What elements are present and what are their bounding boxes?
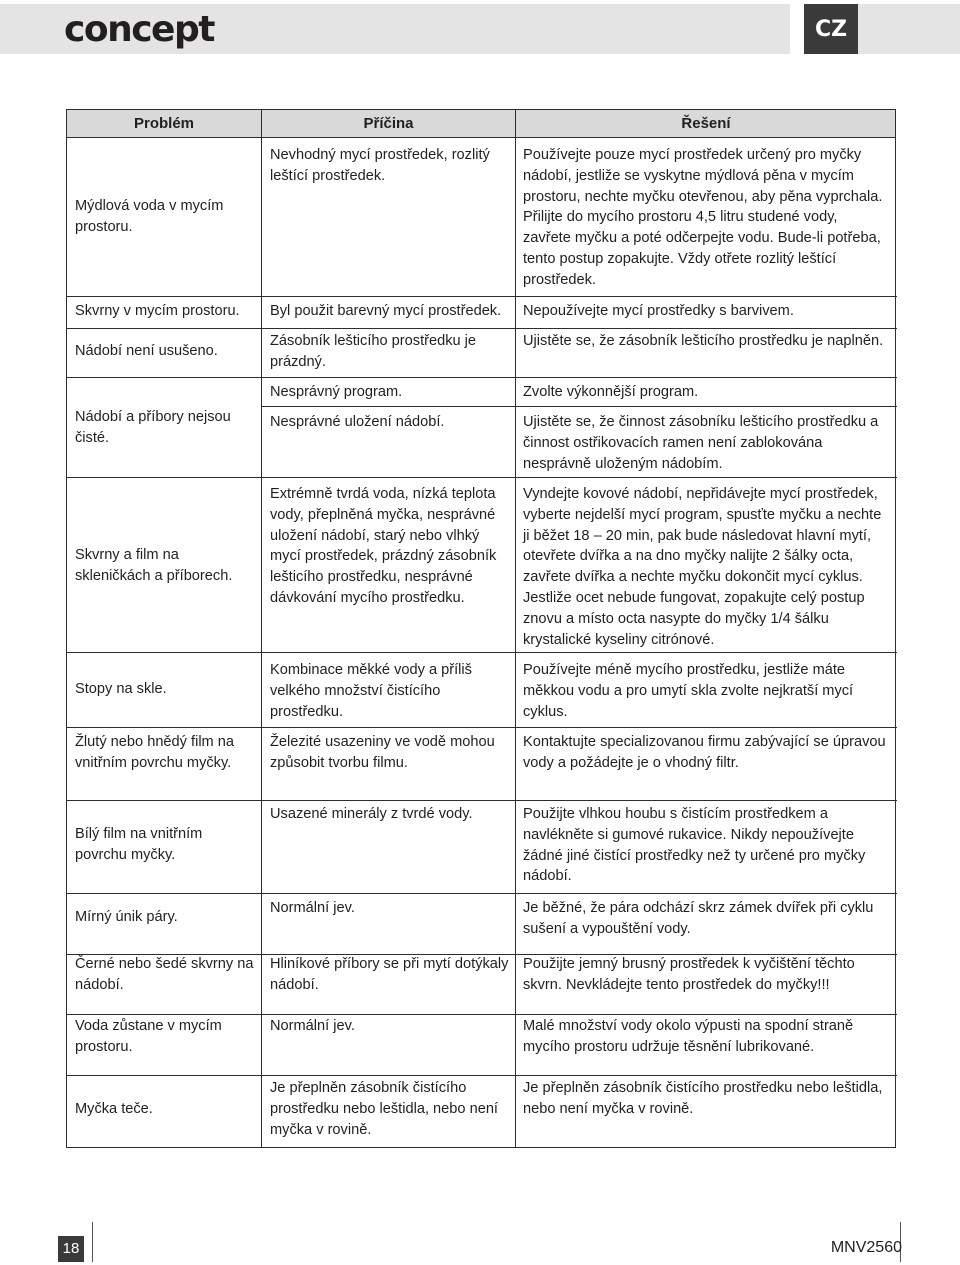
cell-solution: Vyndejte kovové nádobí, nepřidávejte mycí prostředek, vyberte nejdelší mycí program, spusťte myčku a nechte ji běžet 18 – 20 min, pak bude následovat hlavní mytí, otevřete dvířka a na dno myčky nalijte 2 šálky octa, zavřete dvířka a nechte myčku dokončit mycí cyklus. Jestliže ocet nebude fungovat, zopakujte celý postup znovu a místo octa nasypte do myčky 1/4 šálku krystalické kyseliny citrónové. (523, 486, 882, 648)
cell-solution: Nepoužívejte mycí prostředky s barvivem. (523, 303, 794, 319)
row-divider (67, 893, 897, 894)
cell-problem: Stopy na skle. (75, 681, 167, 697)
row-divider (67, 477, 897, 478)
cell-cause: Nevhodný mycí prostředek, rozlitý leštící prostředek. (270, 147, 490, 184)
row-divider (67, 328, 897, 329)
header-solution: Řešení (681, 115, 731, 132)
cell-solution: Použijte jemný brusný prostředek k vyčištění těchto skvrn. Nevkládejte tento prostředek do myčky!!! (523, 956, 855, 993)
cell-cause: Normální jev. (270, 900, 355, 916)
row-divider (67, 377, 897, 378)
cell-solution: Je přeplněn zásobník čistícího prostředku nebo leštidla, nebo není myčka v rovině. (523, 1080, 883, 1117)
cell-cause: Železité usazeniny ve vodě mohou způsobit tvorbu filmu. (270, 734, 495, 771)
cell-cause: Zásobník lešticího prostředku je prázdný. (270, 333, 477, 370)
row-divider (67, 296, 897, 297)
footer-rule (92, 1222, 93, 1262)
cell-problem: Skvrny v mycím prostoru. (75, 303, 240, 319)
cell-cause: Nesprávný program. (270, 384, 403, 400)
cell-solution: Použijte vlhkou houbu s čistícím prostředkem a navlékněte si gumové rukavice. Nikdy nepoužívejte žádné jiné čistící prostředky než ty určené pro myčky nádobí. (523, 806, 866, 885)
cell-problem: Myčka teče. (75, 1101, 153, 1117)
cell-problem: Skvrny a film na skleničkách a příborech. (75, 547, 233, 584)
cell-solution: Zvolte výkonnější program. (523, 384, 699, 400)
table-header (67, 110, 895, 138)
cell-problem: Nádobí není usušeno. (75, 343, 218, 359)
cell-solution: Ujistěte se, že zásobník lešticího prostředku je naplněn. (523, 333, 884, 349)
cell-cause: Hliníkové příbory se při mytí dotýkaly nádobí. (270, 956, 509, 993)
row-divider (261, 406, 897, 407)
cell-cause: Je přeplněn zásobník čistícího prostředku nebo leštidla, nebo není myčka v rovině. (270, 1080, 498, 1138)
cell-cause: Normální jev. (270, 1018, 355, 1034)
header-problem: Problém (133, 115, 194, 132)
row-divider (67, 652, 897, 653)
cell-cause: Extrémně tvrdá voda, nízká teplota vody, přeplněná myčka, nesprávné uložení nádobí, starý nebo vlhký mycí prostředek, prázdný zásobník lešticího prostředku, nesprávné dávkování mycího prostředku. (270, 486, 497, 606)
cell-problem: Nádobí a příbory nejsou čisté. (75, 409, 231, 446)
cell-problem: Bílý film na vnitřním povrchu myčky. (75, 826, 203, 863)
cell-solution: Kontaktujte specializovanou firmu zabývající se úpravou vody a požádejte je o vhodný filtr. (523, 734, 886, 771)
language-badge: CZ (804, 4, 858, 54)
cell-solution: Ujistěte se, že činnost zásobníku lešticího prostředku a činnost ostřikovacích ramen není zablokována nesprávně uloženým nádobím. (523, 414, 879, 472)
troubleshooting-table (66, 109, 896, 1148)
cell-cause: Nesprávné uložení nádobí. (270, 414, 445, 430)
header-cause: Příčina (363, 115, 414, 132)
row-divider (67, 800, 897, 801)
column-divider (515, 110, 516, 1147)
cell-solution: Malé množství vody okolo výpusti na spodní straně mycího prostoru udržuje těsnění lubrikované. (523, 1018, 854, 1055)
column-divider (261, 110, 262, 1147)
cell-problem: Žlutý nebo hnědý film na vnitřním povrchu myčky. (75, 734, 234, 771)
row-divider (67, 1014, 897, 1015)
model-number: MNV2560 (830, 1239, 902, 1256)
row-divider (67, 727, 897, 728)
cell-problem: Černé nebo šedé skvrny na nádobí. (75, 956, 254, 993)
cell-solution: Používejte méně mycího prostředku, jestliže máte měkkou vodu a pro umytí skla zvolte nejkratší mycí cyklus. (523, 662, 854, 720)
brand-logo: concept (64, 9, 214, 50)
row-divider (67, 1075, 897, 1076)
page-number: 18 (58, 1236, 84, 1262)
cell-solution: Používejte pouze mycí prostředek určený pro myčky nádobí, jestliže se vyskytne mýdlová pěna v mycím prostoru, nechte myčku otevřenou, aby pěna vyprchala. Přilijte do mycího prostoru 4,5 litru studené vody, zavřete myčku a poté odčerpejte vodu. Bude-li potřeba, tento postup zopakujte. Vždy otřete rozlitý leštící prostředek. (523, 147, 883, 288)
page-header (0, 0, 960, 60)
cell-problem: Mýdlová voda v mycím prostoru. (75, 198, 224, 235)
logo-bar (0, 4, 790, 54)
header-strip (858, 4, 960, 54)
cell-cause: Byl použit barevný mycí prostředek. (270, 303, 502, 319)
cell-problem: Mírný únik páry. (75, 909, 178, 925)
cell-solution: Je běžné, že pára odchází skrz zámek dvířek při cyklu sušení a vypouštění vody. (523, 900, 874, 937)
cell-problem: Voda zůstane v mycím prostoru. (75, 1018, 222, 1055)
cell-cause: Usazené minerály z tvrdé vody. (270, 806, 473, 822)
cell-cause: Kombinace měkké vody a příliš velkého množství čistícího prostředku. (270, 662, 472, 720)
